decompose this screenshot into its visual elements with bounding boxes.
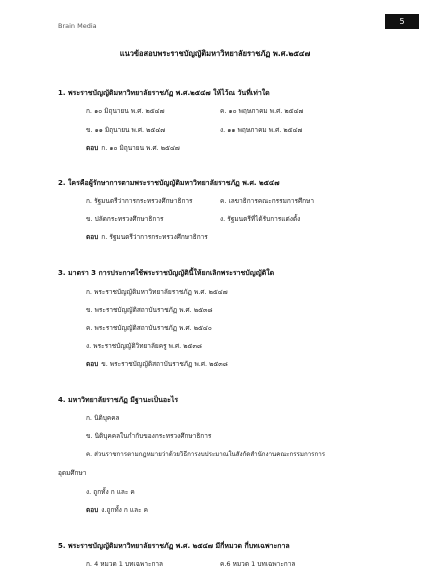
answer-text: ข. พระราชบัญญัติสถาบันราชภัฏ พ.ศ. ๒๕๓๘ — [101, 360, 228, 368]
question-4-option-c-cont: อุดมศึกษา — [58, 469, 87, 477]
question-2-option-c: ค. เลขาธิการคณะกรรมการศึกษา — [220, 197, 314, 205]
question-2-title: 2. ใครคือผู้รักษาการตามพระราชบัญญัติมหาวิทยาลัยราชภัฏ พ.ศ. ๒๕๔๗ — [58, 179, 280, 187]
question-4-option-d: ง. ถูกทั้ง ก และ ค — [86, 488, 135, 496]
answer-label: ตอบ — [86, 144, 99, 152]
question-1-answer — [86, 143, 180, 153]
header-publisher: Brain Media — [58, 22, 97, 30]
question-4-title: 4. มหาวิทยาลัยราชภัฏ มีฐานะเป็นอะไร — [58, 396, 179, 404]
question-4-option-b: ข. นิติบุคคลในกำกับของกระทรวงศึกษาธิการ — [86, 432, 212, 440]
question-2-option-b: ข. ปลัดกระทรวงศึกษาธิการ — [86, 215, 164, 223]
question-4-option-a: ก. นิติบุคคล — [86, 414, 120, 422]
question-3-answer — [86, 359, 228, 369]
answer-label: ตอบ — [86, 360, 99, 368]
question-2-option-a: ก. รัฐมนตรีว่าการกระทรวงศึกษาธิการ — [86, 197, 193, 205]
question-5-title: 5. พระราชบัญญัติมหาวิทยาลัยราชภัฏ พ.ศ. ๒๕๔๗ มีกี่หมวด กี่บทเฉพาะกาล — [58, 542, 290, 550]
question-3-option-a: ก. พระราชบัญญัติมหาวิทยาลัยราชภัฏ พ.ศ. ๒๕๔๗ — [86, 288, 228, 296]
question-1-option-b: ข. ๑๑ มิถุนายน พ.ศ. ๒๕๔๗ — [86, 126, 166, 134]
question-1-option-d: ง. ๑๑ พฤษภาคม พ.ศ. ๒๕๔๗ — [220, 126, 303, 134]
question-1-title: 1. พระราชบัญญัติมหาวิทยาลัยราชภัฏ พ.ศ.๒๕๔๗ ให้ไว้ณ วันที่เท่าใด — [58, 89, 270, 97]
answer-label: ตอบ — [86, 506, 99, 514]
question-4-option-c: ค. ส่วนราชการตามกฎหมายว่าด้วยวิธีการงบประมาณในสังกัดสำนักงานคณะกรรมการการ — [86, 451, 326, 458]
question-5-option-c: ค.6 หมวด 1 บทเฉพาะกาล — [220, 560, 296, 568]
question-3-option-b: ข. พระราชบัญญัติสถาบันราชภัฏ พ.ศ. ๒๕๓๘ — [86, 306, 213, 314]
question-4-answer — [86, 505, 148, 515]
answer-text: ง.ถูกทั้ง ก และ ค — [101, 506, 148, 514]
question-2-option-d: ง. รัฐมนตรีที่ได้รับการแต่งตั้ง — [220, 215, 301, 223]
question-1-option-a: ก. ๑๐ มิถุนายน พ.ศ. ๒๕๔๗ — [86, 107, 165, 115]
document-title: แนวข้อสอบพระราชบัญญัติมหาวิทยาลัยราชภัฏ พ.ศ.๒๕๔๗ — [119, 49, 311, 58]
question-2-answer — [86, 232, 208, 242]
question-5-option-a: ก. 4 หมวด 1 บทเฉพาะกาล — [86, 560, 164, 568]
answer-text: ก. รัฐมนตรีว่าการกระทรวงศึกษาธิการ — [101, 233, 208, 241]
answer-label: ตอบ — [86, 233, 99, 241]
question-3-option-c: ค. พระราชบัญญัติสถาบันราชภัฏ พ.ศ. ๒๕๔๐ — [86, 324, 212, 332]
page-number-badge: 5 — [385, 14, 419, 29]
question-1-option-c: ค. ๑๐ พฤษภาคม พ.ศ. ๒๕๔๗ — [220, 107, 304, 115]
question-3-option-d: ง. พระราชบัญญัติวิทยาลัยครู พ.ศ. ๒๕๓๘ — [86, 342, 202, 350]
answer-text: ก. ๑๐ มิถุนายน พ.ศ. ๒๕๔๗ — [101, 144, 180, 152]
question-3-title: 3. มาตรา 3 การประกาศใช้พระราชบัญญัตินี้ให้ยกเลิกพระราชบัญญัติใด — [58, 269, 275, 277]
